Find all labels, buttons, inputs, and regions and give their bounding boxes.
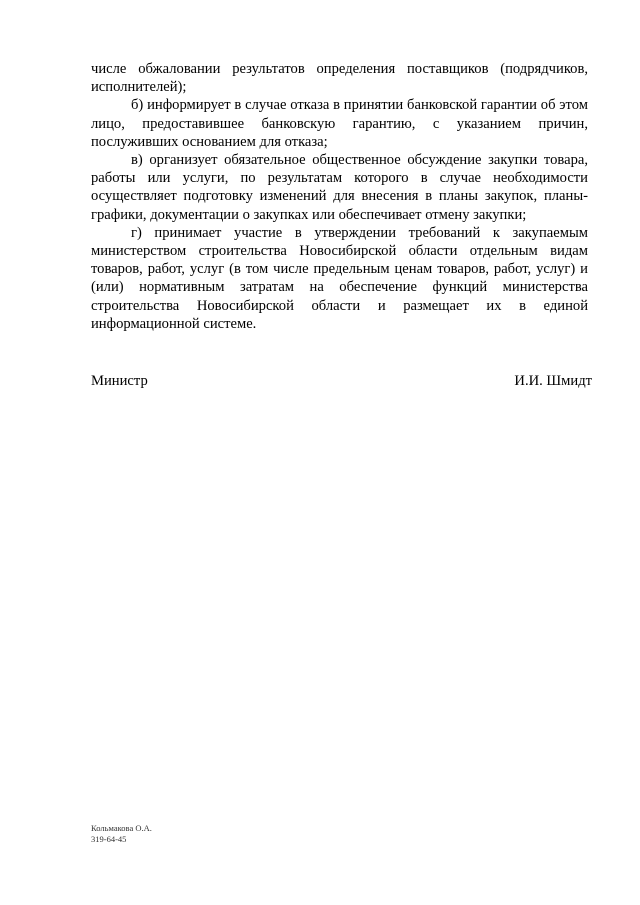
paragraph-item-g: г) принимает участие в утверждении требований к закупаемым министерством строительства Новосибирской области отдельным видам товаров, работ, услуг (в том числе предельным ценам товаров, работ, услуг) и (или) нормативным затратам на обеспечение функций министерства строительства Новосибирской области и размещает их в единой информационной системе. — [91, 224, 588, 332]
paragraph-item-v: в) организует обязательное общественное обсуждение закупки товара, работы или услуги, по результатам которого в случае необходимости осуществляет подготовку изменений для внесения в планы закупок, планы-графики, документации о закупках или обеспечивает отмену закупки; — [91, 152, 588, 223]
executor-name: Кольмакова О.А. — [91, 823, 152, 833]
signature-block — [91, 372, 592, 390]
signatory-position: Министр — [91, 373, 148, 389]
signatory-name: И.И. Шмидт — [514, 373, 592, 389]
paragraph-continuation: числе обжаловании результатов определения поставщиков (подрядчиков, исполнителей); — [91, 61, 588, 96]
document-body — [91, 60, 588, 333]
executor-footer — [91, 823, 152, 844]
paragraph-item-b: б) информирует в случае отказа в принятии банковской гарантии об этом лицо, предоставившее банковскую гарантию, с указанием причин, послуживших основанием для отказа; — [91, 97, 588, 150]
executor-phone: 319-64-45 — [91, 833, 127, 844]
